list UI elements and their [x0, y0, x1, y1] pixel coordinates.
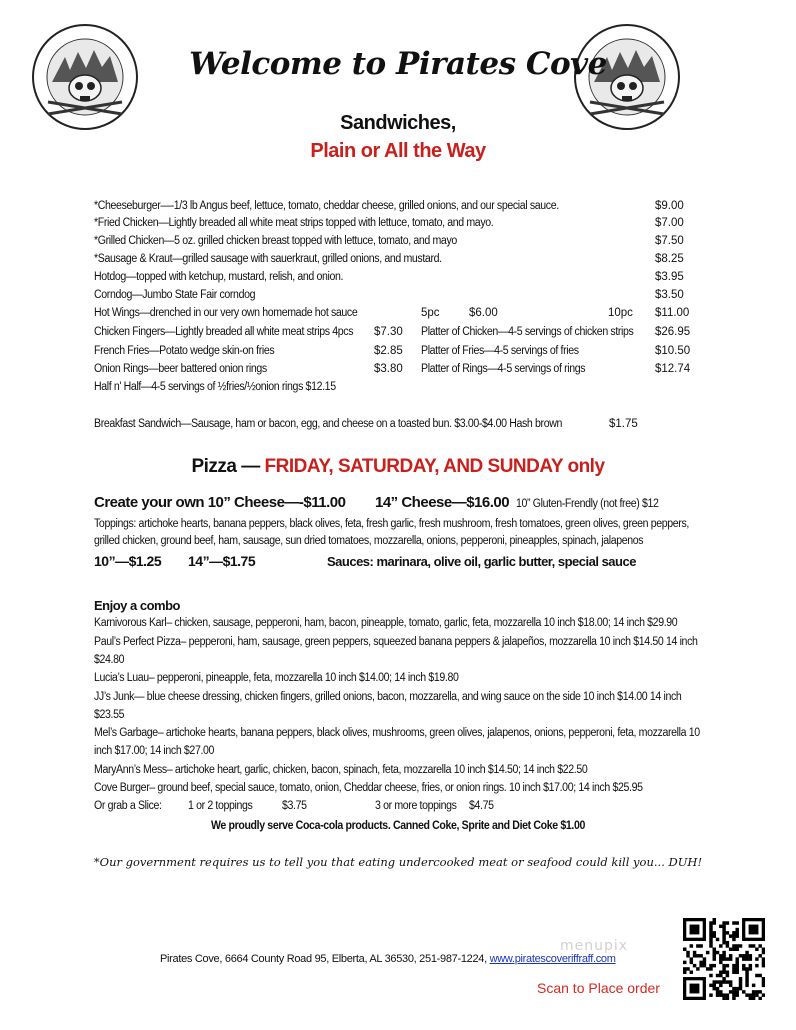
scan-to-order-link[interactable]: Scan to Place order — [537, 980, 660, 996]
item-corndog: Corndog—Jumbo State Fair corndog — [94, 289, 256, 301]
combo-pauls-perfect-pizza: Paul’s Perfect Pizza– pepperoni, ham, sausage, green peppers, squeezed banana peppers & jalapeños, mozzarella 10 inch $14.50 14 inch — [94, 636, 698, 648]
item-platter-chicken: Platter of Chicken—4-5 servings of chicken strips — [421, 326, 634, 338]
item-platter-rings: Platter of Rings—4-5 servings of rings — [421, 363, 586, 375]
pizza-gluten-free: 10” Gluten-Frendly (not free) $12 — [516, 498, 659, 510]
price-grilled-chicken: $7.50 — [655, 235, 684, 247]
price-cheeseburger: $9.00 — [655, 200, 684, 212]
combo-mels-garbage: Mel’s Garbage– artichoke hearts, banana peppers, black olives, mushrooms, green olives, jalapenos, onions, pepperoni, feta, mozzarella 10 — [94, 727, 700, 739]
pizza-topping-price-10: 10”—$1.25 — [94, 553, 162, 569]
price-fried-chicken: $7.00 — [655, 217, 684, 229]
item-onion-rings: Onion Rings—beer battered onion rings — [94, 363, 267, 375]
slice-3-price: $4.75 — [469, 800, 494, 812]
combo-mels-garbage-cont: inch $17.00; 14 inch $27.00 — [94, 745, 215, 757]
combo-lucias-luau: Lucia’s Luau– pepperoni, pineapple, feta, mozzarella 10 inch $14.00; 14 inch $19.80 — [94, 672, 459, 684]
item-platter-fries: Platter of Fries—4-5 servings of fries — [421, 345, 579, 357]
pizza-toppings-line2: grilled chicken, ground beef, ham, sausage, sun dried tomatoes, mozzarella, onions, pepperoni, pineapples, spinach, jalapenos — [94, 535, 644, 547]
price-platter-fries: $10.50 — [655, 345, 691, 357]
price-french-fries: $2.85 — [374, 345, 403, 357]
combo-maryanns-mess: MaryAnn’s Mess– artichoke heart, garlic, chicken, bacon, spinach, feta, mozzarella 10 inch $14.50; 14 inch $22.50 — [94, 764, 588, 776]
slice-label: Or grab a Slice: — [94, 800, 162, 812]
price-chicken-fingers: $7.30 — [374, 326, 403, 338]
price-sausage-kraut: $8.25 — [655, 253, 684, 265]
item-half-n-half: Half n' Half—4-5 servings of ½fries/½onion rings $12.15 — [94, 381, 336, 393]
slice-3-toppings: 3 or more toppings — [375, 800, 457, 812]
item-french-fries: French Fries—Potato wedge skin-on fries — [94, 345, 275, 357]
item-hotdog: Hotdog—topped with ketchup, mustard, relish, and onion. — [94, 271, 344, 283]
combos-heading: Enjoy a combo — [94, 598, 180, 613]
drinks-line: We proudly serve Coca-cola products. Canned Coke, Sprite and Diet Coke $1.00 — [211, 820, 585, 832]
slice-1-2-price: $3.75 — [282, 800, 307, 812]
combo-karnivorous-karl: Karnivorous Karl– chicken, sausage, pepperoni, ham, bacon, pineapple, tomato, garlic, feta, mozzarella 10 inch $18.00; 14 inch $29.90 — [94, 617, 678, 629]
item-hot-wings: Hot Wings—drenched in our very own homemade hot sauce — [94, 307, 358, 319]
item-sausage-kraut: *Sausage & Kraut—grilled sausage with sauerkraut, grilled onions, and mustard. — [94, 253, 442, 265]
food-safety-notice: *Our government requires us to tell you that eating undercooked meat or seafood could kill you... DUH! — [93, 855, 703, 869]
hot-wings-5pc: 5pc — [421, 307, 440, 319]
combo-jjs-junk: JJ’s Junk— blue cheese dressing, chicken fingers, grilled onions, bacon, mozzarella, and wing sauce on the side 10 inch $14.00 14 inch — [94, 691, 682, 703]
combo-cove-burger: Cove Burger– ground beef, special sauce, tomato, onion, Cheddar cheese, fries, or onion rings. 10 inch $17.00; 14 inch $25.95 — [94, 782, 643, 794]
item-breakfast-sandwich: Breakfast Sandwich—Sausage, ham or bacon, egg, and cheese on a toasted bun. $3.00-$4.00 Hash brown — [94, 418, 563, 430]
item-chicken-fingers: Chicken Fingers—Lightly breaded all white meat strips 4pcs — [94, 326, 354, 338]
footer-address — [160, 953, 616, 965]
item-cheeseburger: *Cheeseburger—-1/3 lb Angus beef, lettuce, tomato, cheddar cheese, grilled onions, and our special sauce. — [94, 200, 559, 212]
price-platter-rings: $12.74 — [655, 363, 691, 375]
combo-pauls-perfect-pizza-cont: $24.80 — [94, 654, 125, 666]
price-platter-chicken: $26.95 — [655, 326, 691, 338]
pizza-sauces: Sauces: marinara, olive oil, garlic butter, special sauce — [327, 554, 636, 569]
price-hash-brown: $1.75 — [609, 418, 638, 430]
pizza-heading-days: FRIDAY, SATURDAY, AND SUNDAY only — [264, 456, 605, 477]
price-hotdog: $3.95 — [655, 271, 684, 283]
footer-address-text: Pirates Cove, 6664 County Road 95, Elberta, AL 36530, 251-987-1224, — [160, 953, 487, 965]
pizza-toppings-line1: Toppings: artichoke hearts, banana peppers, black olives, feta, fresh garlic, fresh mushroom, fresh tomatoes, green olives, green peppers, — [94, 518, 689, 530]
pizza-heading-label: Pizza — — [191, 456, 260, 477]
price-corndog: $3.50 — [655, 289, 684, 301]
sandwiches-heading: Sandwiches, — [340, 112, 456, 134]
item-fried-chicken: *Fried Chicken—Lightly breaded all white meat strips topped with lettuce, tomato, and mayo. — [94, 217, 494, 229]
pizza-cheese-14: 14” Cheese—$16.00 — [375, 494, 510, 511]
website-link[interactable]: www.piratescoveriffraff.com — [489, 953, 616, 965]
price-onion-rings: $3.80 — [374, 363, 403, 375]
menupix-watermark: menupix — [560, 938, 629, 954]
hot-wings-10pc: 10pc — [608, 307, 633, 319]
pizza-heading — [0, 456, 796, 478]
hot-wings-10pc-price: $11.00 — [655, 307, 690, 319]
page-title: Welcome to Pirates Cove — [189, 46, 607, 82]
qr-code[interactable] — [683, 918, 765, 1000]
pizza-topping-price-14: 14”—$1.75 — [188, 553, 256, 569]
item-grilled-chicken: *Grilled Chicken—5 oz. grilled chicken breast topped with lettuce, tomato, and mayo — [94, 235, 457, 247]
combo-jjs-junk-cont: $23.55 — [94, 709, 125, 721]
hot-wings-5pc-price: $6.00 — [469, 307, 498, 319]
slice-1-2-toppings: 1 or 2 toppings — [188, 800, 253, 812]
sandwiches-subheading: Plain or All the Way — [310, 140, 486, 162]
pizza-create-your-own: Create your own 10” Cheese—-$11.00 — [94, 494, 346, 511]
